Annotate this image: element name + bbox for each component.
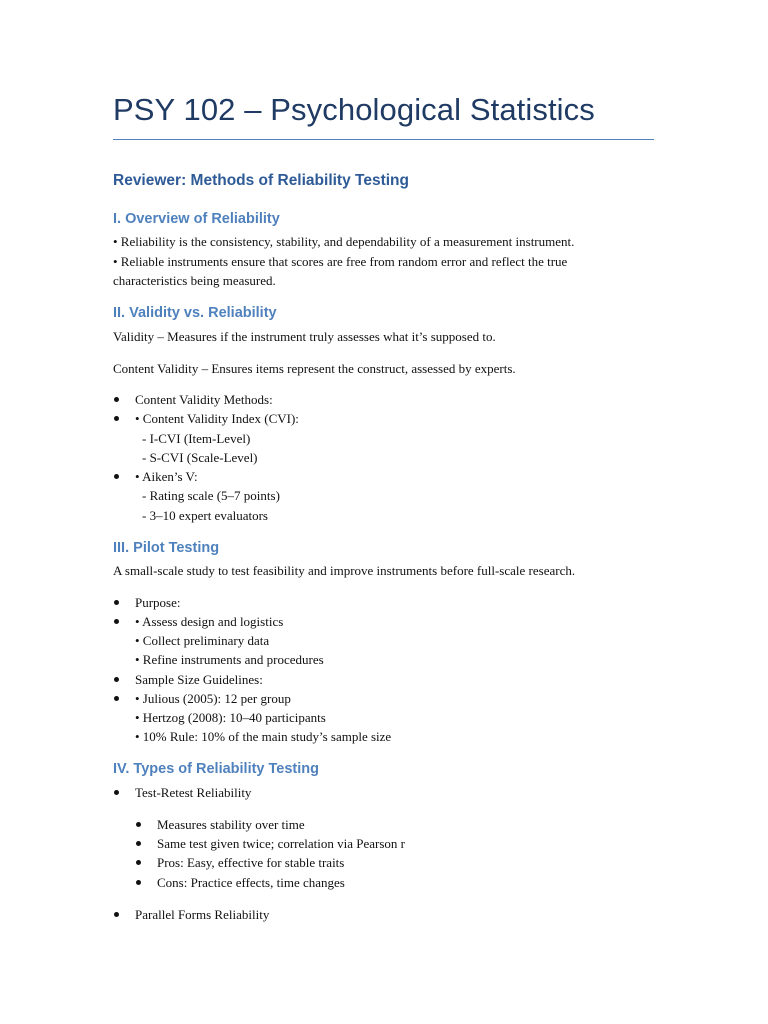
document-subtitle: Reviewer: Methods of Reliability Testing <box>113 172 409 189</box>
list-subitem: • Collect preliminary data <box>135 633 270 648</box>
list-item: Sample Size Guidelines: <box>135 672 263 687</box>
bullet-dot <box>114 397 119 402</box>
document-title: PSY 102 – Psychological Statistics <box>113 92 595 127</box>
list-subitem: - Rating scale (5–7 points) <box>142 488 280 503</box>
list-subitem: Measures stability over time <box>157 817 305 832</box>
list-subitem: - S-CVI (Scale-Level) <box>142 450 258 465</box>
paragraph-pilot: A small-scale study to test feasibility and improve instruments before full-scale research. <box>113 563 576 578</box>
bullet-dot <box>114 790 119 795</box>
bullet-dot <box>114 416 119 421</box>
list-subitem: Cons: Practice effects, time changes <box>157 875 345 890</box>
paragraph-validity: Validity – Measures if the instrument truly assesses what it’s supposed to. <box>113 329 496 344</box>
bullet-dot <box>114 600 119 605</box>
section-heading-pilot-testing: III. Pilot Testing <box>113 540 220 556</box>
bullet-dot <box>136 860 141 865</box>
list-item: Test-Retest Reliability <box>135 785 252 800</box>
list-subitem: - I-CVI (Item-Level) <box>142 431 251 446</box>
list-item: Content Validity Methods: <box>135 392 273 407</box>
paragraph-content-validity: Content Validity – Ensures items represent the construct, assessed by experts. <box>113 361 516 376</box>
title-underline <box>113 139 654 140</box>
list-item: Parallel Forms Reliability <box>135 907 270 922</box>
list-item: • Content Validity Index (CVI): <box>135 411 299 426</box>
list-subitem: • Refine instruments and procedures <box>135 652 324 667</box>
list-item: Purpose: <box>135 595 181 610</box>
bullet-dot <box>114 912 119 917</box>
paragraph-line: • Reliable instruments ensure that scores are free from random error and reflect the true <box>113 254 568 269</box>
bullet-dot <box>114 696 119 701</box>
list-subitem: - 3–10 expert evaluators <box>142 508 268 523</box>
paragraph-line: characteristics being measured. <box>113 273 276 288</box>
list-subitem: Pros: Easy, effective for stable traits <box>157 855 345 870</box>
bullet-dot <box>136 822 141 827</box>
section-heading-overview: I. Overview of Reliability <box>113 211 280 227</box>
bullet-dot <box>136 880 141 885</box>
list-subitem: • Hertzog (2008): 10–40 participants <box>135 710 326 725</box>
list-item: • Assess design and logistics <box>135 614 284 629</box>
paragraph-line: • Reliability is the consistency, stability, and dependability of a measurement instrument. <box>113 234 575 249</box>
bullet-dot <box>114 619 119 624</box>
list-item: • Aiken’s V: <box>135 469 198 484</box>
list-subitem: • 10% Rule: 10% of the main study’s sample size <box>135 729 392 744</box>
section-heading-types: IV. Types of Reliability Testing <box>113 761 320 777</box>
list-subitem: Same test given twice; correlation via Pearson r <box>157 836 406 851</box>
list-item: • Julious (2005): 12 per group <box>135 691 291 706</box>
section-heading-validity: II. Validity vs. Reliability <box>113 305 277 321</box>
bullet-dot <box>114 677 119 682</box>
bullet-dot <box>114 474 119 479</box>
bullet-dot <box>136 841 141 846</box>
